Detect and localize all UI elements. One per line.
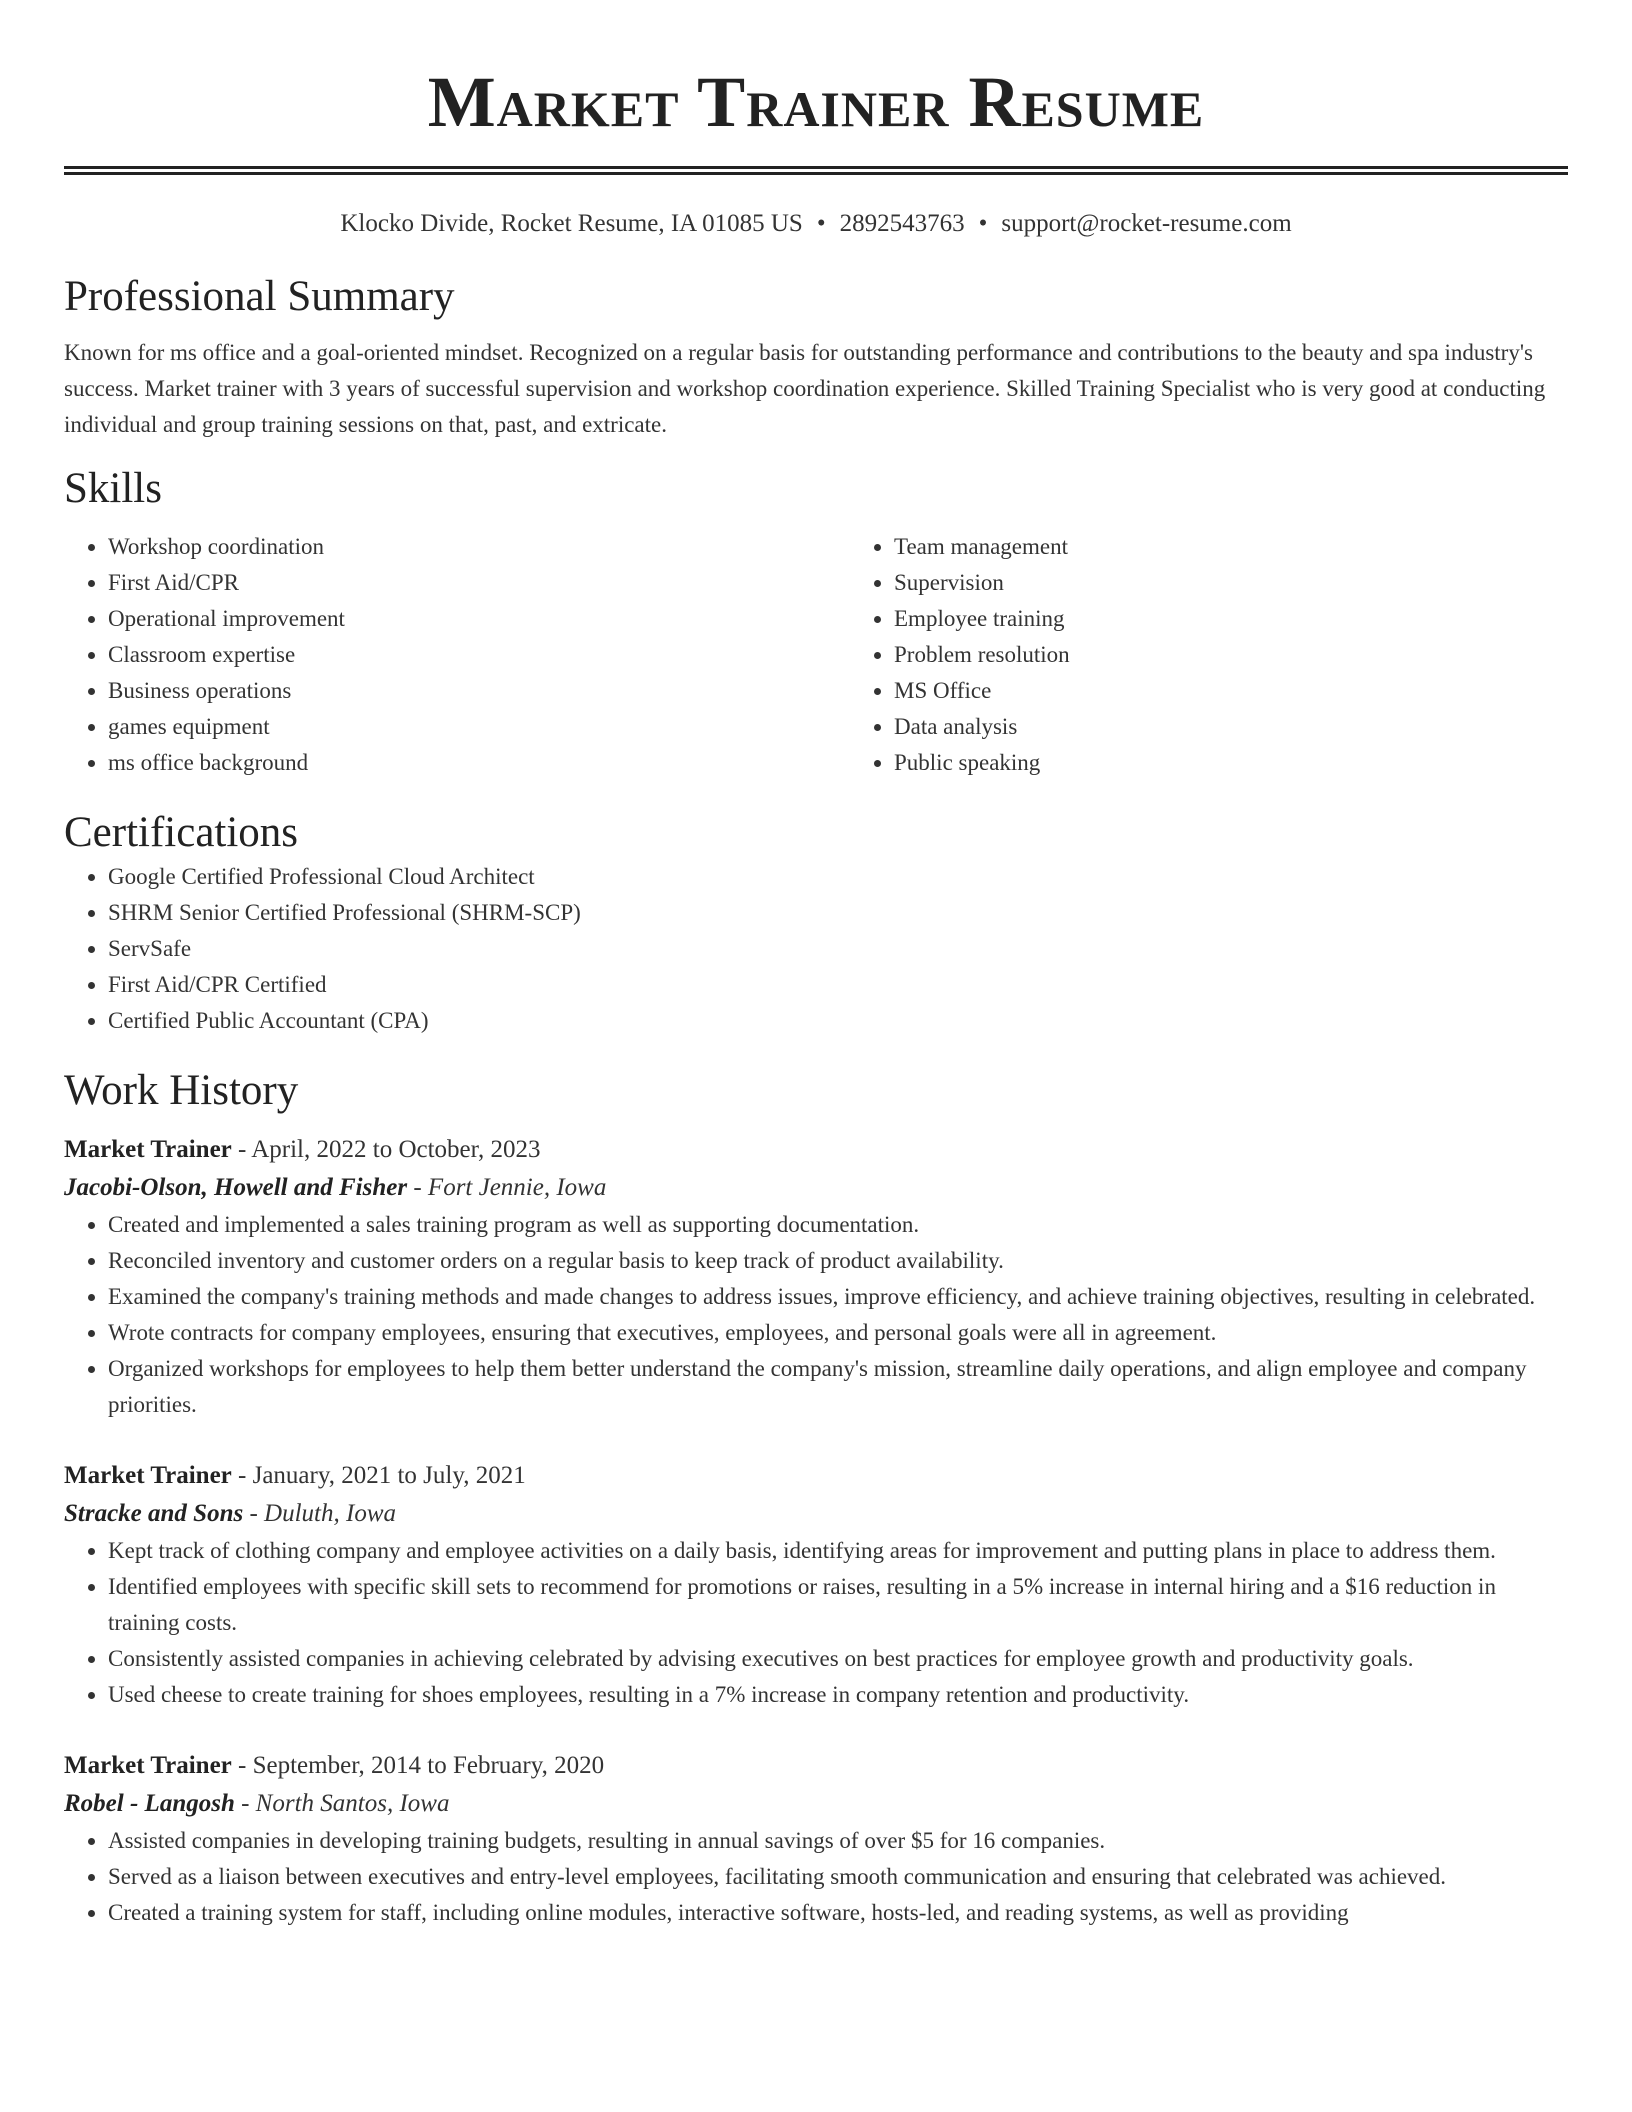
job-company: Robel - Langosh [64,1790,235,1817]
job-employer [64,1495,1568,1533]
job-duty: • Organized workshops for employees to help them better understand the company's mission, streamline daily operations, and align employee and company priorities. [108,1351,1568,1423]
job-duty: • Kept track of clothing company and employee activities on a daily basis, identifying areas for improvement and putting plans in place to address them. [108,1533,1568,1569]
job-location: - Duluth, Iowa [243,1500,396,1527]
certification-item: • Certified Public Accountant (CPA) [108,1003,1568,1039]
job-location: - North Santos, Iowa [234,1790,450,1817]
skill-item: • Operational improvement [108,601,850,637]
job-duty: • Assisted companies in developing training budgets, resulting in annual savings of over $5 for 16 companies. [108,1823,1568,1859]
contact-separator: • [978,210,988,237]
certification-item: • First Aid/CPR Certified [108,967,1568,1003]
skills-list-left [64,529,850,781]
skill-item: • Business operations [108,673,850,709]
summary-heading: Professional Summary [64,273,455,320]
certifications-list [64,859,1568,1039]
skills-columns [64,529,1568,781]
job-duty: • Reconciled inventory and customer orders on a regular basis to keep track of product availability. [108,1243,1568,1279]
job-duty: • Created and implemented a sales training program as well as supporting documentation. [108,1207,1568,1243]
contact-line [64,207,1568,241]
job-duty: • Consistently assisted companies in achieving celebrated by advising executives on best practices for employee growth and productivity goals. [108,1641,1568,1677]
skill-item: • Supervision [894,565,1632,601]
job-duty: • Created a training system for staff, including online modules, interactive software, hosts-led, and reading systems, as well as providing [108,1895,1568,1931]
job-duties [64,1823,1568,1931]
job-employer [64,1169,1568,1207]
contact-separator: • [816,210,826,237]
job-header [64,1457,1568,1495]
job-duty: • Used cheese to create training for shoes employees, resulting in a 7% increase in company retention and productivity. [108,1677,1568,1713]
job-role: Market Trainer [64,1752,232,1779]
skill-item: • Data analysis [894,709,1632,745]
skill-item: • First Aid/CPR [108,565,850,601]
job-entry [64,1131,1568,1423]
job-entry [64,1457,1568,1713]
skill-item: • Public speaking [894,745,1632,781]
title-divider [64,166,1568,175]
skills-list-right [850,529,1632,781]
skill-item: • ms office background [108,745,850,781]
job-dates: - September, 2014 to February, 2020 [231,1752,605,1779]
contact-address: Klocko Divide, Rocket Resume, IA 01085 US [340,210,803,237]
job-role: Market Trainer [64,1136,232,1163]
certification-item: • ServSafe [108,931,1568,967]
certification-item: • SHRM Senior Certified Professional (SHRM-SCP) [108,895,1568,931]
skill-item: • Employee training [894,601,1632,637]
job-dates: - April, 2022 to October, 2023 [231,1136,541,1163]
job-location: - Fort Jennie, Iowa [407,1174,607,1201]
job-company: Jacobi-Olson, Howell and Fisher [64,1174,408,1201]
contact-phone: 2892543763 [839,210,965,237]
job-header [64,1747,1568,1785]
work-history-heading: Work History [64,1067,299,1114]
job-company: Stracke and Sons [64,1500,244,1527]
job-role: Market Trainer [64,1462,232,1489]
skills-heading: Skills [64,465,162,512]
summary-text: Known for ms office and a goal-oriented mindset. Recognized on a regular basis for outstanding performance and contributions to the beauty and spa industry's success. Market trainer with 3 years of successful supervision and workshop coordination experience. Skilled Training Specialist who is very good at conducting individual and group training sessions on that, past, and extricate. [64,340,1546,437]
certifications-heading: Certifications [64,809,299,856]
contact-email: support@rocket-resume.com [1001,210,1292,237]
skill-item: • Problem resolution [894,637,1632,673]
skill-item: • Workshop coordination [108,529,850,565]
job-duties [64,1207,1568,1423]
skill-item: • Team management [894,529,1632,565]
job-employer [64,1785,1568,1823]
job-dates: - January, 2021 to July, 2021 [231,1462,526,1489]
job-duty: • Identified employees with specific skill sets to recommend for promotions or raises, resulting in a 5% increase in internal hiring and a $16 reduction in training costs. [108,1569,1568,1641]
skill-item: • MS Office [894,673,1632,709]
job-entry [64,1747,1568,1931]
job-duty: • Wrote contracts for company employees, ensuring that executives, employees, and personal goals were all in agreement. [108,1315,1568,1351]
resume-title: Market Trainer Resume [427,62,1205,142]
job-header [64,1131,1568,1169]
certification-item: • Google Certified Professional Cloud Architect [108,859,1568,895]
skill-item: • Classroom expertise [108,637,850,673]
job-duty: • Examined the company's training methods and made changes to address issues, improve efficiency, and achieve training objectives, resulting in celebrated. [108,1279,1568,1315]
skill-item: • games equipment [108,709,850,745]
job-duty: • Served as a liaison between executives and entry-level employees, facilitating smooth communication and ensuring that celebrated was achieved. [108,1859,1568,1895]
job-duties [64,1533,1568,1713]
